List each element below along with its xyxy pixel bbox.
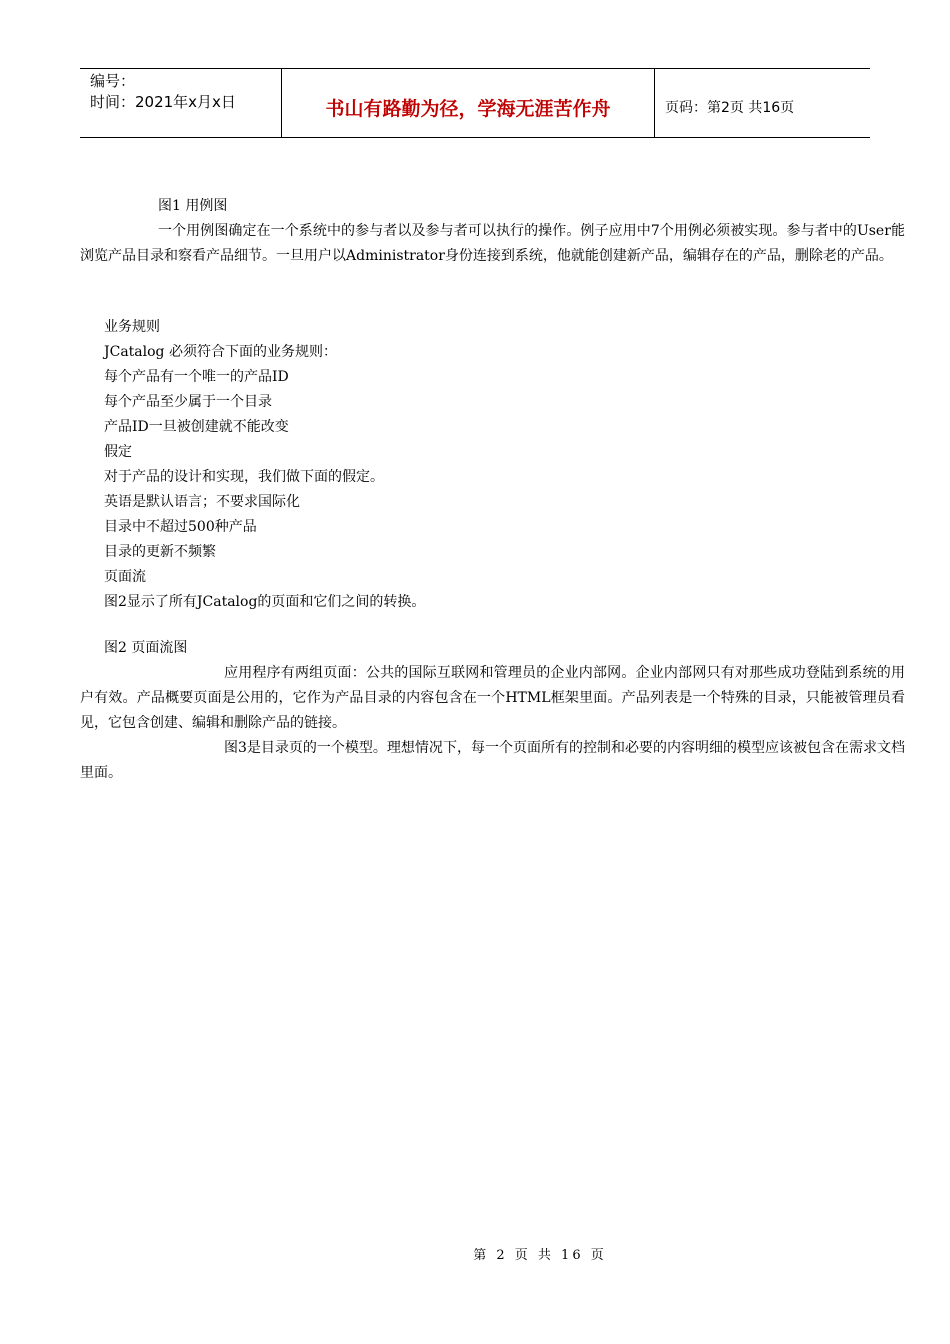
line-figure-2-intro: 图2显示了所有JCatalog的页面和它们之间的转换。 bbox=[104, 594, 426, 610]
figure-2-caption: 图2 页面流图 bbox=[104, 640, 188, 656]
time-label: 时间：2021年x月x日 bbox=[90, 93, 236, 111]
page-info: 页码：第2页 共16页 bbox=[665, 100, 795, 116]
figure-1-caption: 图1 用例图 bbox=[158, 198, 228, 214]
paragraph-figure-3: 图3是目录页的一个模型。理想情况下，每一个页面所有的控制和必要的内容明细的模型应该被包含在需求文档里面。 bbox=[80, 740, 905, 781]
line-assumption-updates: 目录的更新不频繁 bbox=[104, 544, 216, 560]
line-assumption-500: 目录中不超过500种产品 bbox=[104, 519, 257, 535]
line-rule-id-immutable: 产品ID一旦被创建就不能改变 bbox=[104, 419, 289, 435]
line-rule-unique-id: 每个产品有一个唯一的产品ID bbox=[104, 369, 289, 385]
paragraph-page-groups: 应用程序有两组页面：公共的国际互联网和管理员的企业内部网。企业内部网只有对那些成功登陆到系统的用户有效。产品概要页面是公用的，它作为产品目录的内容包含在一个HTML框架里面。产品列表是一个特殊的目录，只能被管理员看见，它包含创建、编辑和删除产品的链接。 bbox=[80, 665, 905, 731]
line-assumptions: 假定 bbox=[104, 444, 132, 460]
line-business-rules: 业务规则 bbox=[104, 319, 160, 335]
line-jcatalog-rules: JCatalog 必须符合下面的业务规则： bbox=[104, 344, 337, 360]
line-rule-category: 每个产品至少属于一个目录 bbox=[104, 394, 272, 410]
line-assumption-english: 英语是默认语言；不要求国际化 bbox=[104, 494, 300, 510]
paragraph-use-case: 一个用例图确定在一个系统中的参与者以及参与者可以执行的操作。例子应用中7个用例必须被实现。参与者中的User能浏览产品目录和察看产品细节。一旦用户以Administrator身份连接到系统，他就能创建新产品，编辑存在的产品，删除老的产品。 bbox=[80, 223, 905, 264]
header-left-cell bbox=[80, 69, 282, 137]
line-page-flow: 页面流 bbox=[104, 569, 146, 585]
line-assumption-intro: 对于产品的设计和实现，我们做下面的假定。 bbox=[104, 469, 384, 485]
page-footer: 第 2 页 共 16 页 bbox=[473, 1248, 607, 1263]
header-table bbox=[80, 68, 870, 138]
number-label: 编号： bbox=[90, 72, 136, 90]
motto: 书山有路勤为径，学海无涯苦作舟 bbox=[282, 69, 655, 137]
